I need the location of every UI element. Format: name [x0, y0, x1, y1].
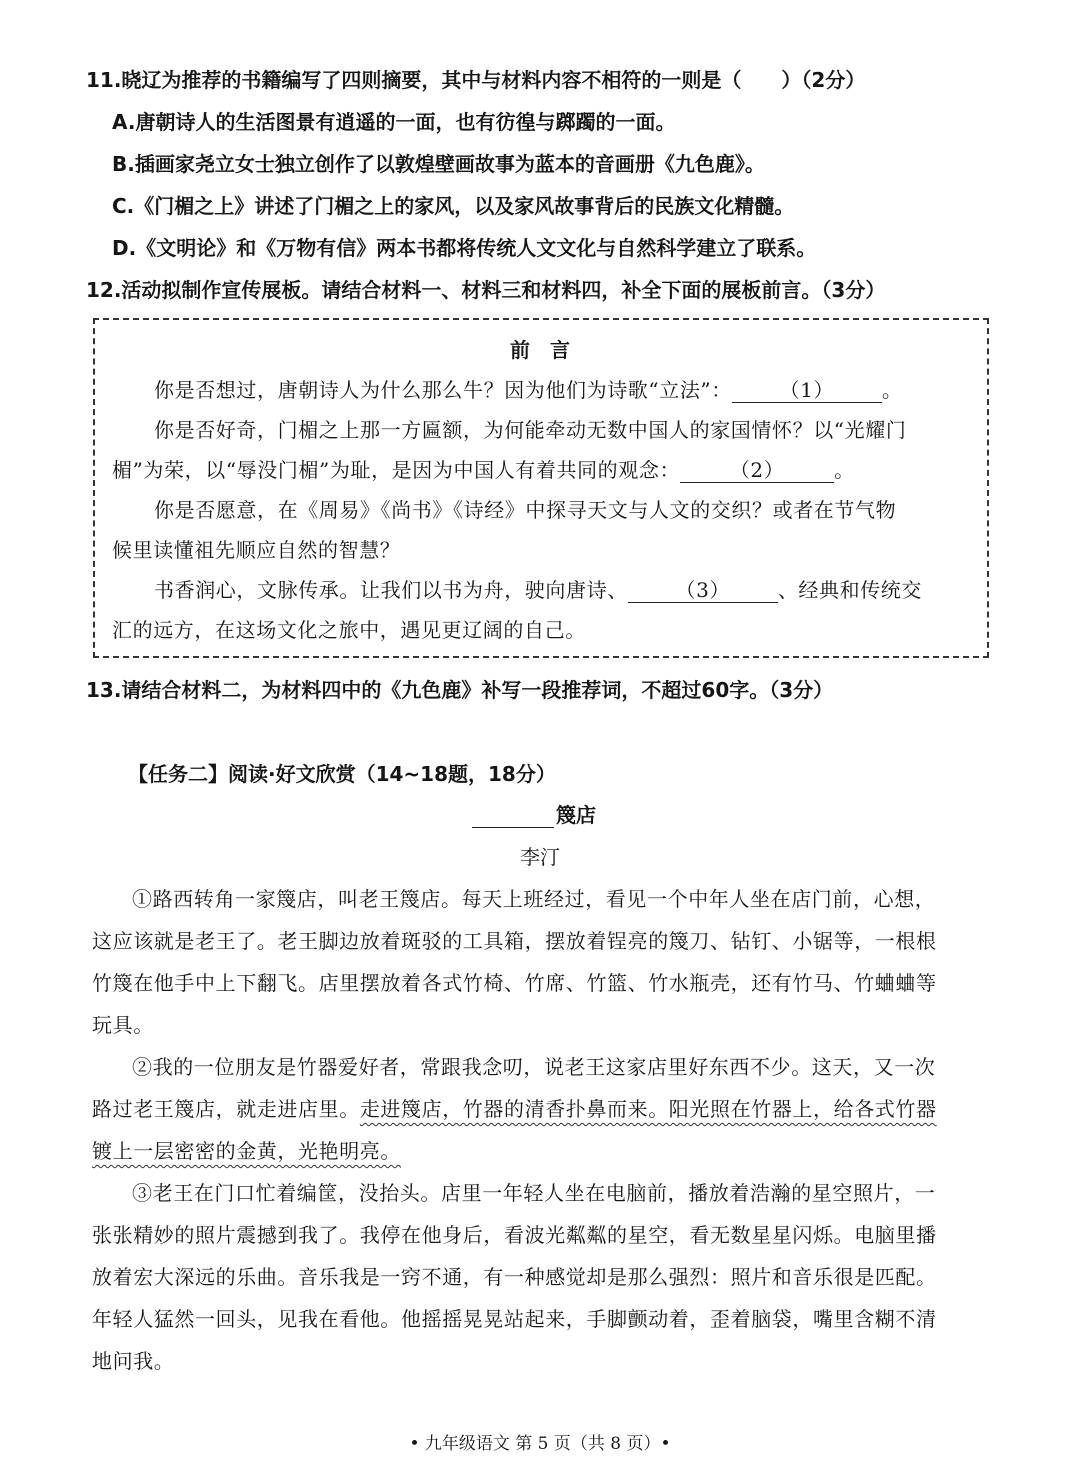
task2-header: 【任务二】阅读·好文欣赏（14~18题，18分）: [128, 762, 556, 786]
preface-p4-text-a: 书香润心，文脉传承。让我们以书为舟，驶向唐诗、: [154, 578, 628, 602]
preface-title: 前 言: [510, 338, 570, 362]
preface-p2-line1: 你是否好奇，门楣之上那一方匾额，为何能牵动无数中国人的家国情怀？以“光耀门: [154, 418, 907, 442]
preface-p4-line2: 汇的远方，在这场文化之旅中，遇见更辽阔的自己。: [112, 618, 586, 642]
preface-p2-end: 。: [834, 458, 855, 482]
wavy-underlined-sentence: 走进篾店，竹器的清香扑鼻而来。阳光照在竹器上，给各式竹器: [359, 1097, 937, 1121]
preface-p1-end: 。: [881, 378, 903, 402]
preface-box: [93, 318, 989, 658]
article-p2-line3: [92, 1137, 401, 1165]
article-p3-line2: 张张精妙的照片震撼到我了。我停在他身后，看波光粼粼的星空，看无数星星闪烁。电脑里播: [92, 1223, 937, 1247]
q11-option-a: A.唐朝诗人的生活图景有逍遥的一面，也有彷徨与踯躅的一面。: [112, 110, 676, 134]
q11-option-b: B.插画家尧立女士独立创作了以敦煌壁画故事为蓝本的音画册《九色鹿》。: [112, 152, 765, 176]
preface-paragraph-2: [112, 456, 855, 484]
article-p3-line4: 年轻人猛然一回头，见我在看他。他摇摇晃晃站起来，手脚颤动着，歪着脑袋，嘴里含糊不清: [92, 1307, 937, 1331]
preface-p4-text-b: 、经典和传统交: [777, 578, 923, 602]
article-author: 李汀: [520, 845, 560, 869]
article-p1-line2: 这应该就是老王了。老王脚边放着斑驳的工具箱，摆放着锃亮的篾刀、钻钉、小锯等，一根根: [92, 929, 937, 953]
article-p3-line1: ③老王在门口忙着编筐，没抬头。店里一年轻人坐在电脑前，播放着浩瀚的星空照片，一: [132, 1181, 936, 1205]
article-p2-line1: ②我的一位朋友是竹器爱好者，常跟我念叨，说老王这家店里好东西不少。这天，又一次: [132, 1055, 936, 1079]
wavy-underlined-sentence-cont: 镀上一层密密的金黄，光艳明亮。: [92, 1139, 401, 1163]
answer-blank-1[interactable]: （1）: [732, 378, 882, 403]
preface-p3-line2: 候里读懂祖先顺应自然的智慧？: [112, 538, 401, 562]
article-title-text: 篾店: [556, 803, 596, 827]
title-blank[interactable]: [472, 805, 554, 828]
article-p1-line3: 竹篾在他手中上下翻飞。店里摆放着各式竹椅、竹席、竹篮、竹水瓶壳，还有竹马、竹蛐蛐等: [92, 971, 937, 995]
article-p1-line4: 玩具。: [92, 1013, 154, 1037]
preface-p1-text: 你是否想过，唐朝诗人为什么那么牛？因为他们为诗歌“立法”：: [154, 378, 732, 402]
preface-paragraph-4: [154, 576, 922, 604]
article-title: [472, 801, 596, 829]
answer-blank-2[interactable]: （2）: [680, 458, 834, 483]
article-p3-line5: 地问我。: [92, 1349, 175, 1373]
q11-stem: 11.晓辽为推荐的书籍编写了四则摘要，其中与材料内容不相符的一则是（ ）（2分）: [86, 68, 866, 92]
answer-blank-3[interactable]: （3）: [628, 578, 778, 603]
article-p2-line2: [92, 1095, 937, 1123]
preface-paragraph-1: [154, 376, 902, 404]
q11-option-d: D.《文明论》和《万物有信》两本书都将传统人文文化与自然科学建立了联系。: [112, 236, 817, 260]
q13-stem: 13.请结合材料二，为材料四中的《九色鹿》补写一段推荐词，不超过60字。（3分）: [86, 678, 834, 702]
page-footer: • 九年级语文 第 5 页（共 8 页）•: [409, 1434, 671, 1454]
article-p2-plain: 路过老王篾店，就走进店里。: [92, 1097, 360, 1121]
preface-p2-line2: 楣”为荣，以“辱没门楣”为耻，是因为中国人有着共同的观念：: [112, 458, 681, 482]
article-p3-line3: 放着宏大深远的乐曲。音乐我是一窍不通，有一种感觉却是那么强烈：照片和音乐很是匹配。: [92, 1265, 937, 1289]
article-p1-line1: ①路西转角一家篾店，叫老王篾店。每天上班经过，看见一个中年人坐在店门前，心想，: [132, 887, 936, 911]
preface-p3-line1: 你是否愿意，在《周易》《尚书》《诗经》中探寻天文与人文的交织？或者在节气物: [154, 498, 897, 522]
q11-option-c: C.《门楣之上》讲述了门楣之上的家风，以及家风故事背后的民族文化精髓。: [112, 194, 795, 218]
q12-stem: 12.活动拟制作宣传展板。请结合材料一、材料三和材料四，补全下面的展板前言。（3分）: [86, 278, 886, 302]
